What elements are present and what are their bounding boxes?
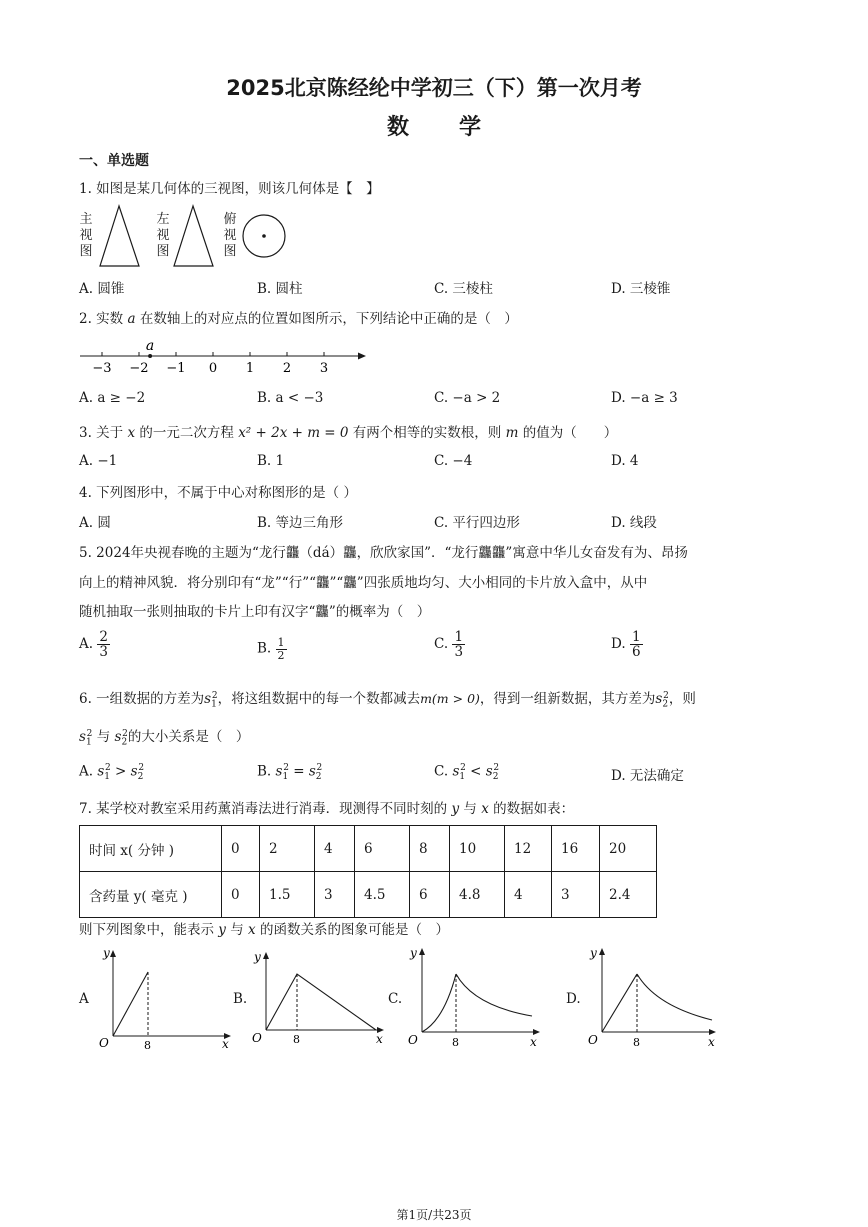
q3-option-a: A. −1 — [79, 453, 118, 469]
q7-graph-b-label: B. — [233, 991, 248, 1007]
q7-graph-a-label: A — [79, 991, 89, 1007]
table-cell: 20 — [600, 826, 657, 872]
q1-option-b: B. 圆柱 — [257, 281, 303, 297]
q7-graph-a — [95, 944, 235, 1052]
svg-text:y: y — [103, 946, 110, 960]
q5-option-c: C. $\frac{1}{3}$ — [434, 629, 464, 661]
q2-stem: 2. 实数 a 在数轴上的对应点的位置如图所示，下列结论中正确的是（ ） — [79, 311, 518, 327]
table-cell: 2.4 — [600, 872, 657, 918]
table-cell: 3 — [315, 872, 355, 918]
svg-text:8: 8 — [144, 1039, 151, 1052]
svg-text:x: x — [376, 1032, 383, 1046]
table-cell: 12 — [505, 826, 552, 872]
q2-option-a: A. a ≥ −2 — [79, 390, 146, 406]
q5-line1: 5. 2024年央视春晚的主题为“龙行龘（dá）龘，欣欣家国”．“龙行龘龘”寓意中华儿女奋发有为、昂扬 — [79, 545, 688, 561]
q7-graph-b — [248, 944, 388, 1052]
q1-front-view-triangle — [96, 204, 144, 268]
q3-stem: 3. 关于 x 的一元二次方程 x² + 2x + m = 0 有两个相等的实数根，则 m 的值为（ ） — [79, 425, 618, 441]
q6-line2: $s_1^2$ 与 $s_2^2$的大小关系是（ ） — [79, 728, 250, 748]
svg-text:8: 8 — [452, 1036, 459, 1049]
number-line-tick-label: 1 — [245, 361, 255, 376]
table-cell: 16 — [552, 826, 600, 872]
table-cell: 2 — [260, 826, 315, 872]
q1-stem: 1. 如图是某几何体的三视图，则该几何体是【 】 — [79, 181, 380, 197]
table-cell: 8 — [410, 826, 450, 872]
page-subtitle: 数学 — [386, 115, 531, 140]
q6-option-b: B. $s_1^2 = s_2^2$ — [257, 763, 323, 783]
table-header-cell: 含药量 y( 毫克 ) — [80, 872, 222, 918]
q5-option-d: D. $\frac{1}{6}$ — [611, 629, 641, 661]
svg-text:8: 8 — [293, 1033, 300, 1046]
q5-option-a: A. $\frac{2}{3}$ — [79, 629, 108, 661]
table-cell: 3 — [552, 872, 600, 918]
q1-front-view-label: 主 视 图 — [79, 212, 93, 259]
q7-graph-c-label: C. — [388, 991, 403, 1007]
table-cell: 4 — [315, 826, 355, 872]
q4-option-c: C. 平行四边形 — [434, 515, 520, 531]
svg-text:O: O — [99, 1036, 109, 1050]
section-heading: 一、单选题 — [79, 153, 149, 169]
q7-data-table — [79, 825, 657, 918]
number-line-tick-label: −2 — [129, 361, 149, 376]
svg-text:8: 8 — [633, 1036, 640, 1049]
q1-side-view-triangle — [171, 204, 217, 268]
svg-text:x: x — [708, 1035, 715, 1049]
table-header-cell: 时间 x( 分钟 ) — [80, 826, 222, 872]
svg-text:x: x — [222, 1037, 229, 1051]
q7-graph-c — [404, 940, 544, 1052]
q3-option-d: D. 4 — [611, 453, 639, 469]
q7-stem: 7. 某学校对教室采用药薰消毒法进行消毒．现测得不同时刻的 y 与 x 的数据如表： — [79, 801, 575, 817]
q1-option-c: C. 三棱柱 — [434, 281, 493, 297]
table-cell: 6 — [355, 826, 410, 872]
q2-option-b: B. a < −3 — [257, 390, 324, 406]
svg-text:y: y — [410, 946, 417, 960]
table-cell: 0 — [222, 826, 260, 872]
q6-option-d: D. 无法确定 — [611, 768, 684, 784]
q1-option-a: A. 圆锥 — [79, 281, 125, 297]
q5-line2: 向上的精神风貌．将分别印有“龙”“行”“龘”“龘”四张质地均匀、大小相同的卡片放入盒中，从中 — [79, 575, 648, 591]
q7-graph-d — [584, 940, 724, 1052]
table-cell: 4 — [505, 872, 552, 918]
svg-text:O: O — [408, 1033, 418, 1047]
number-line-tick-label: −3 — [92, 361, 112, 376]
number-line-tick-label: −1 — [166, 361, 186, 376]
q5-line3: 随机抽取一张则抽取的卡片上印有汉字“龘”的概率为（ ） — [79, 604, 431, 620]
q1-option-d: D. 三棱锥 — [611, 281, 671, 297]
table-cell: 10 — [450, 826, 505, 872]
number-line-tick-label: 0 — [208, 361, 218, 376]
q6-option-c: C. $s_1^2 < s_2^2$ — [434, 763, 500, 783]
svg-text:y: y — [254, 950, 261, 964]
q7-follow-up: 则下列图象中，能表示 y 与 x 的函数关系的图象可能是（ ） — [79, 922, 449, 938]
q2-option-d: D. −a ≥ 3 — [611, 390, 678, 406]
q6-line1: 6. 一组数据的方差为$s_1^2$，将这组数据中的每一个数都减去m(m > 0)，得到一组新数据，其方差为$s_2^2$，则 — [79, 690, 696, 710]
q7-graph-d-label: D. — [566, 991, 581, 1007]
table-cell: 6 — [410, 872, 450, 918]
page-title: 2025北京陈经纶中学初三（下）第一次月考 — [226, 76, 642, 100]
svg-text:O: O — [252, 1031, 262, 1045]
q4-stem: 4. 下列图形中，不属于中心对称图形的是（ ） — [79, 485, 357, 501]
table-cell: 1.5 — [260, 872, 315, 918]
svg-text:y: y — [590, 946, 597, 960]
table-row — [80, 872, 657, 918]
q3-option-c: C. −4 — [434, 453, 473, 469]
number-line-tick-label: 2 — [282, 361, 292, 376]
number-line-tick-label: 3 — [319, 361, 329, 376]
q2-number-line — [78, 334, 370, 378]
q3-option-b: B. 1 — [257, 453, 285, 469]
q3-equation: x² + 2x + m = 0 — [238, 425, 349, 441]
q1-side-view-label: 左 视 图 — [156, 212, 170, 259]
table-cell: 0 — [222, 872, 260, 918]
q6-option-a: A. $s_1^2 > s_2^2$ — [79, 763, 145, 783]
table-cell: 4.8 — [450, 872, 505, 918]
q5-option-b: B. $\frac{1}{2}$ — [257, 636, 285, 662]
svg-text:O: O — [588, 1033, 598, 1047]
page-footer: 第1页/共23页 — [396, 1208, 472, 1222]
q2-point-a — [148, 354, 152, 358]
q4-option-a: A. 圆 — [79, 515, 111, 531]
q2-point-label: a — [145, 338, 155, 354]
q1-top-view-label: 俯 视 图 — [223, 212, 237, 259]
table-cell: 4.5 — [355, 872, 410, 918]
q1-top-view-circle — [240, 212, 290, 262]
q4-option-b: B. 等边三角形 — [257, 515, 344, 531]
q4-option-d: D. 线段 — [611, 515, 657, 531]
q2-option-c: C. −a > 2 — [434, 390, 501, 406]
table-row — [80, 826, 657, 872]
svg-text:x: x — [530, 1035, 537, 1049]
